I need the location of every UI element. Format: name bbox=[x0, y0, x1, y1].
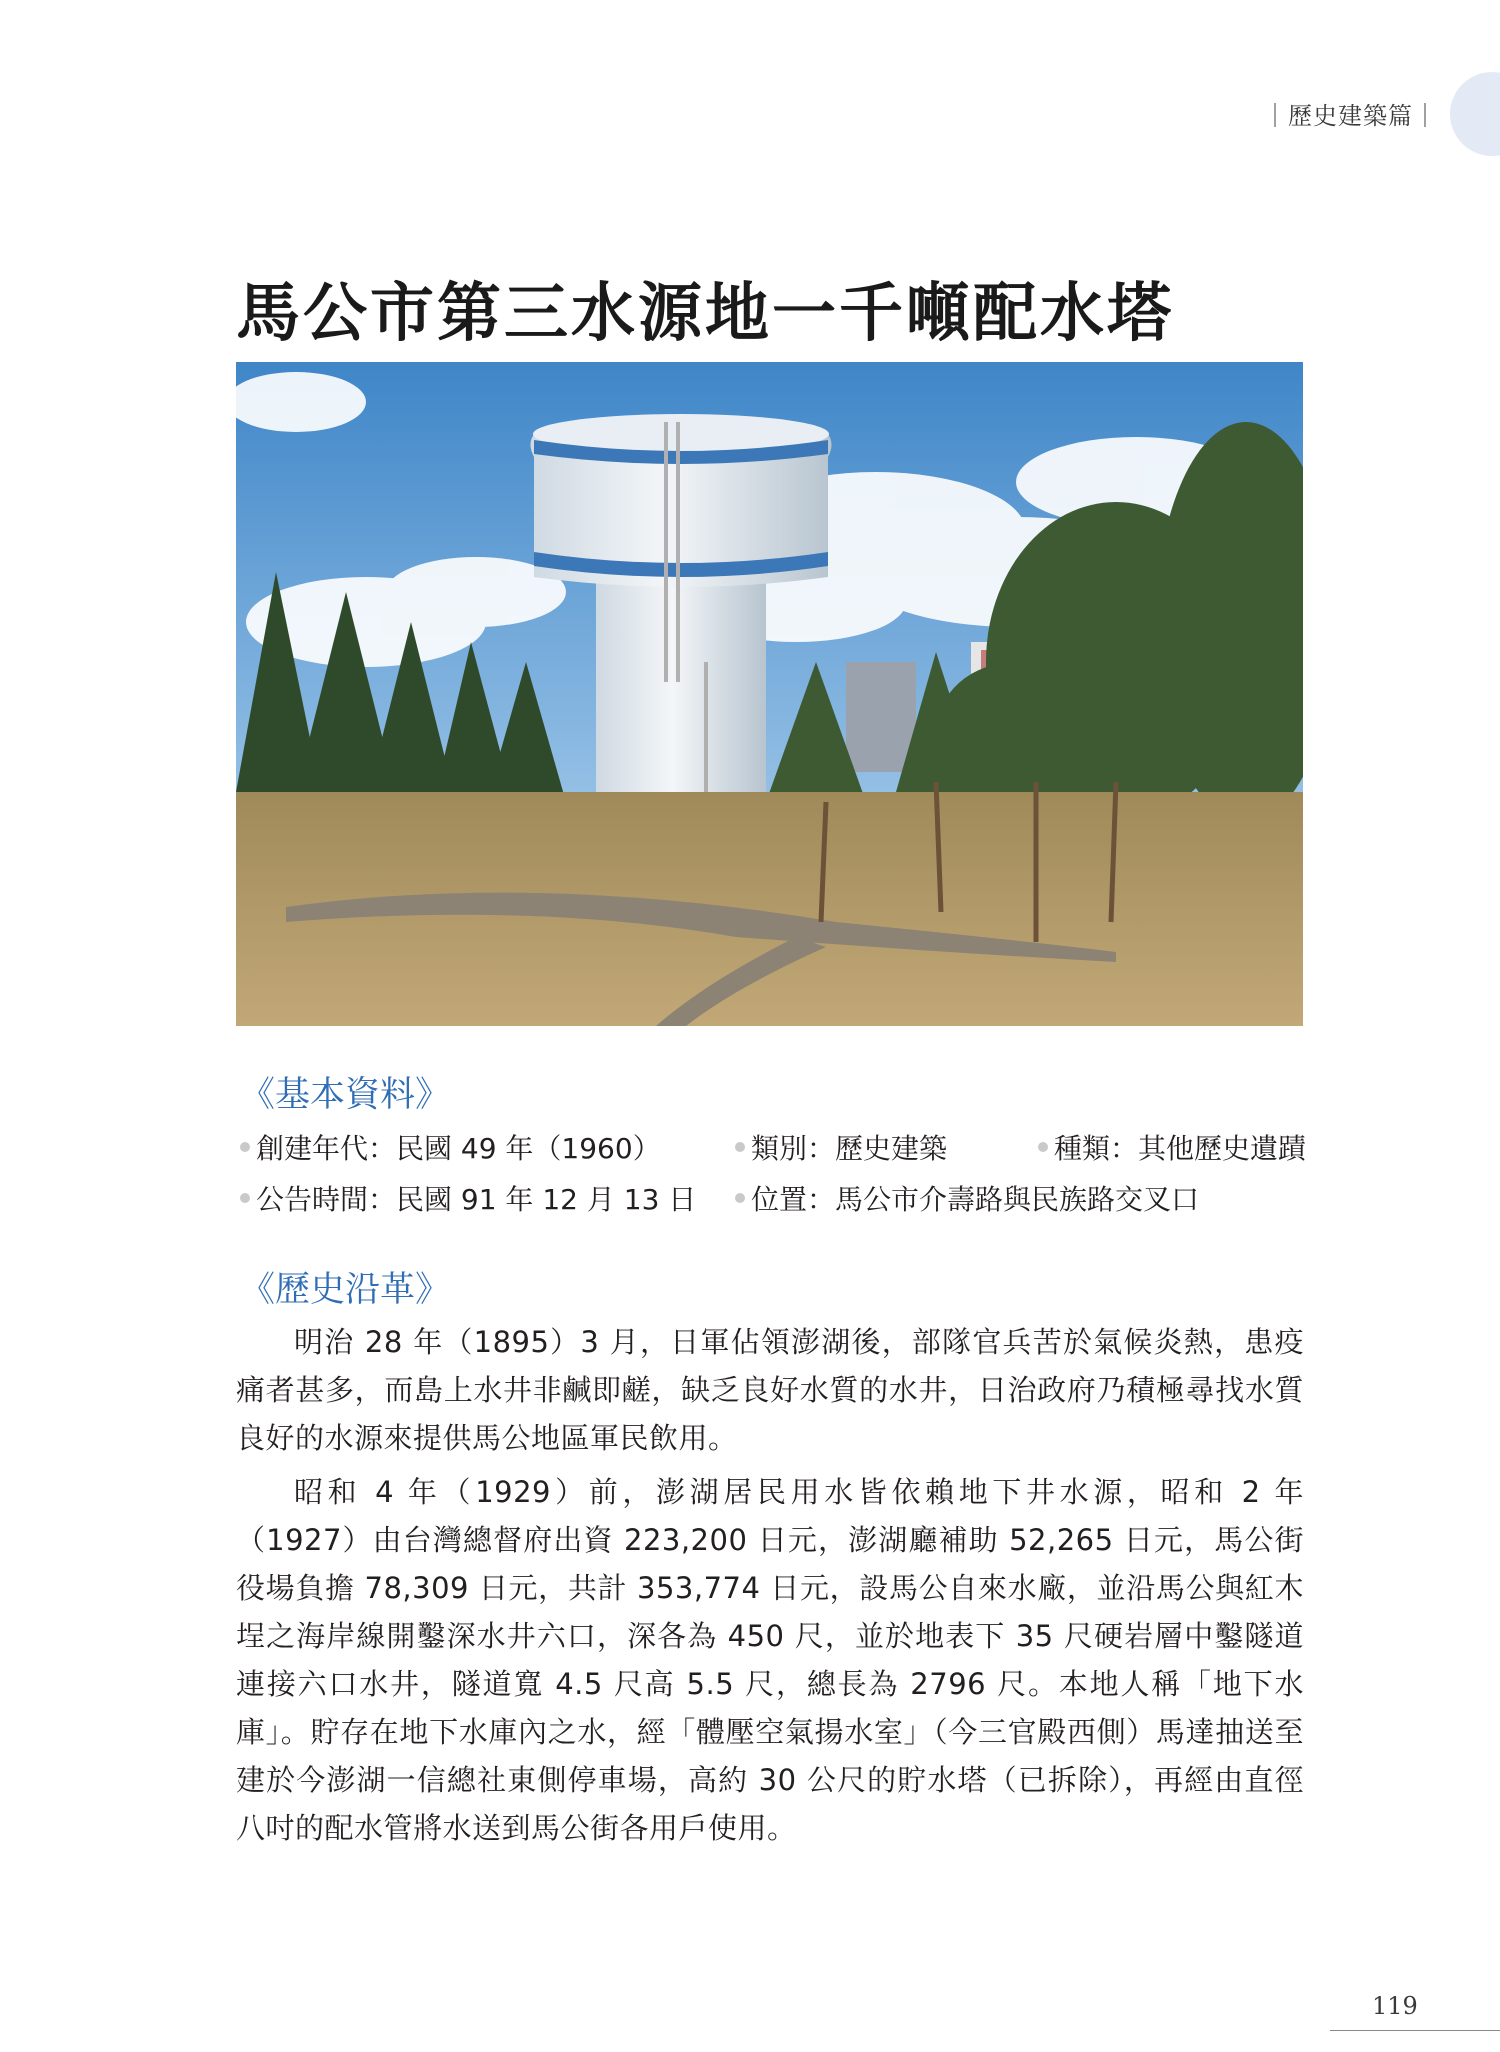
running-header: ｜歷史建築篇｜ bbox=[1263, 102, 1438, 130]
bullet-icon bbox=[240, 1142, 250, 1152]
history-paragraph-2: 昭和 4 年（1929）前，澎湖居民用水皆依賴地下井水源，昭和 2 年（1927）由台灣總督府出資 223,200 日元，澎湖廳補助 52,265 日元，馬公街役場負擔 78,309 日元，共計 353,774 日元，設馬公自來水廠，並沿馬公與紅木埕之海岸線開鑿深水井六口，深各為 450 尺，並於地表下 35 尺硬岩層中鑿隧道連接六口水井，隧道寬 4.5 尺高 5.5 尺，總長為 2796 尺。本地人稱「地下水庫」。貯存在地下水庫內之水，經「體壓空氣揚水室」（今三官殿西側）馬達抽送至建於今澎湖一信總社東側停車場，高約 30 公尺的貯水塔（已拆除），再經由直徑八吋的配水管將水送到馬公街各用戶使用。 bbox=[236, 1475, 1304, 1845]
info-built: 創建年代：民國 49 年（1960） bbox=[240, 1127, 661, 1167]
bullet-icon bbox=[735, 1142, 745, 1152]
page-number: 119 bbox=[1372, 1992, 1418, 2020]
info-location: 位置：馬公市介壽路與民族路交叉口 bbox=[735, 1178, 1199, 1218]
bullet-icon bbox=[240, 1193, 250, 1203]
history-paragraph-1: 明治 28 年（1895）3 月，日軍佔領澎湖後，部隊官兵苦於氣候炎熱，患疫痛者甚多，而島上水井非鹹即鹺，缺乏良好水質的水井，日治政府乃積極尋找水質良好的水源來提供馬公地區軍民飲用。 bbox=[236, 1325, 1304, 1455]
history-heading: 《歷史沿革》 bbox=[240, 1270, 451, 1310]
page-title: 馬公市第三水源地一千噸配水塔 bbox=[236, 276, 1174, 351]
info-row-1 bbox=[240, 1127, 1310, 1167]
bullet-icon bbox=[1038, 1142, 1048, 1152]
info-category: 類別：歷史建築 bbox=[735, 1127, 947, 1167]
chapter-tab bbox=[1450, 72, 1500, 156]
bullet-icon bbox=[735, 1193, 745, 1203]
page-number-rule bbox=[1330, 2030, 1500, 2031]
info-announced: 公告時間：民國 91 年 12 月 13 日 bbox=[240, 1178, 696, 1218]
info-row-2 bbox=[240, 1178, 1310, 1218]
history-body bbox=[236, 1318, 1304, 1858]
water-tower-photo bbox=[236, 362, 1303, 1026]
basic-info-heading: 《基本資料》 bbox=[240, 1075, 451, 1115]
info-type: 種類：其他歷史遺蹟 bbox=[1038, 1127, 1306, 1167]
